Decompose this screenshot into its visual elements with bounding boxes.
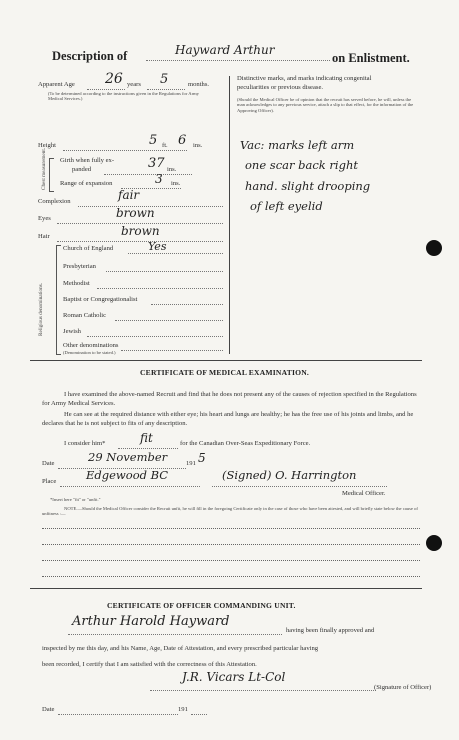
description-label: Description of [52,49,128,63]
height-ins-value: 6 [178,133,187,148]
denomination-roman-catholic: Roman Catholic [63,312,107,319]
insert-note: *Insert here "fit" or "unfit." [50,497,101,502]
age-years-line [87,89,125,90]
denomination-church-of-england: Church of England [63,245,114,252]
distinctive-marks-line-2: one scar back right [245,158,358,172]
medical-date-value: 29 November [88,450,168,464]
denomination-line-1 [106,271,223,272]
denomination-methodist: Methodist [63,280,90,287]
ft-label: ft. [162,142,168,149]
unfitness-line-2 [42,544,420,545]
commanding-line-1-suffix: having been finally approved and [286,627,375,634]
age-months-line [147,89,185,90]
age-months-value: 5 [160,72,169,87]
consider-line [118,448,178,449]
commanding-date-label: Date [42,706,55,713]
commanding-recruit-name: Arthur Harold Hayward [72,614,230,629]
complexion-value: fair [118,188,140,202]
hair-line [57,241,223,242]
denomination-presbyterian: Presbyterian [63,263,96,270]
unfitness-note: NOTE.—Should the Medical Officer consider the Recruit unfit, he will fill in the foregoing Certificate only in the case of those who have been attested, and will briefly state below the cause of unfitness :— [42,506,418,517]
denomination-line-6 [121,350,223,351]
religious-label: Religious denominations. [38,282,44,336]
commanding-certificate-title: CERTIFICATE OF OFFICER COMMANDING UNIT. [107,601,296,610]
distinctive-marks-line-1: Vac: marks left arm [240,138,355,152]
column-divider [229,76,230,354]
commanding-officer-signature: J.R. Vicars Lt-Col [182,670,286,684]
recruit-name: Hayward Arthur [175,43,275,57]
distinctive-marks-line-4: of left eyelid [250,199,323,213]
commanding-year-line [191,714,207,715]
commanding-signature-line [150,690,376,691]
eyes-value: brown [116,206,155,220]
years-label: years [127,81,141,88]
girth-unit: ins. [167,166,177,173]
denomination-jewish: Jewish [63,328,81,335]
fitness-value: fit [140,431,153,445]
commanding-line-3: been recorded, I certify that I am satisfied with the correctness of this Attestation. [42,661,257,668]
denomination-line-5 [87,336,223,337]
commanding-year-label: 191 [178,706,188,713]
unfitness-line-4 [42,576,420,577]
medical-year-prefix: 191 [186,460,196,467]
height-line [63,150,187,151]
apparent-age-label: Apparent Age [38,81,75,88]
distinctive-marks-line-3: hand. slight drooping [245,179,371,193]
religion-brace [56,245,61,355]
girth-label-2: panded [72,166,92,173]
unfitness-line-3 [42,560,420,561]
medical-certificate-title: CERTIFICATE OF MEDICAL EXAMINATION. [140,368,310,377]
commanding-name-line [68,634,282,635]
medical-divider [30,360,422,361]
punch-hole-top [426,240,442,256]
hair-label: Hair [38,233,50,240]
punch-hole-bottom [426,535,442,551]
denomination-line-2 [97,288,223,289]
ins-label: ins. [193,142,203,149]
commanding-line-2: inspected by me this day, and his Name, Age, Date of Attestation, and every prescribed particular having [42,645,319,652]
height-ft-value: 5 [149,133,158,148]
consider-prefix: I consider him* [64,440,106,447]
medical-paragraph-1: I have examined the above-named Recruit and find that he does not present any of the causes of rejection specified in the Regulations for Army Medical Services. [42,391,417,407]
distinctive-title-1: Distinctive marks, and marks indicating congenital [237,75,372,82]
girth-line [104,174,192,175]
chest-label: Chest measurement. [41,147,47,190]
medical-place-label: Place [42,478,57,485]
age-note: (To be determined according to the instructions given in the Regulations for Army Medical Services.) [48,91,199,102]
medical-paragraph-2: He can see at the required distance with either eye; his heart and lungs are healthy; he has the free use of his joints and limbs, and he declares that he is not subject to fits of any description. [42,411,414,427]
signature-of-officer-label: (Signature of Officer) [374,684,432,691]
consider-suffix: for the Canadian Over-Seas Expeditionary Force. [180,440,311,447]
commanding-date-line [58,714,178,715]
girth-label-1: Girth when fully ex- [60,157,115,164]
height-label: Height [38,142,56,149]
range-value: 3 [155,172,163,186]
denomination-church-of-england-value: Yes [148,240,167,253]
medical-date-label: Date [42,460,55,467]
denomination-baptist: Baptist or Congregationalist [63,296,138,303]
on-enlistment-label: on Enlistment. [332,51,410,65]
complexion-label: Complexion [38,198,71,205]
unfitness-line-1 [42,528,420,529]
medical-officer-signature: (Signed) O. Harrington [222,468,357,482]
eyes-label: Eyes [38,215,51,222]
age-years-value: 26 [105,71,123,87]
chest-brace [49,158,54,192]
distinctive-note: (Should the Medical Officer be of opinion that the recruit has served before, he will, unless the man acknowledges to any previous service, attach a slip to that effect, for the information of the Approving Officer). [237,97,414,113]
medical-officer-label: Medical Officer. [342,490,386,497]
commanding-divider [30,588,422,589]
other-denomination-note: (Denomination to be stated.) [63,350,116,355]
medical-place-value: Edgewood BC [86,468,169,482]
hair-value: brown [121,224,160,238]
denomination-line-3 [151,304,223,305]
months-label: months. [188,81,210,88]
range-unit: ins. [171,180,181,187]
distinctive-title-2: peculiarities or previous disease. [237,84,324,91]
denomination-line-4 [115,320,223,321]
denomination-line-0 [128,253,223,254]
denomination-other: Other denominations [63,342,119,349]
girth-value: 37 [148,156,165,171]
range-label: Range of expansion [60,180,113,187]
name-underline [146,60,330,61]
medical-place-line [60,486,200,487]
medical-year-value: 5 [198,451,206,465]
medical-signature-line [212,486,387,487]
